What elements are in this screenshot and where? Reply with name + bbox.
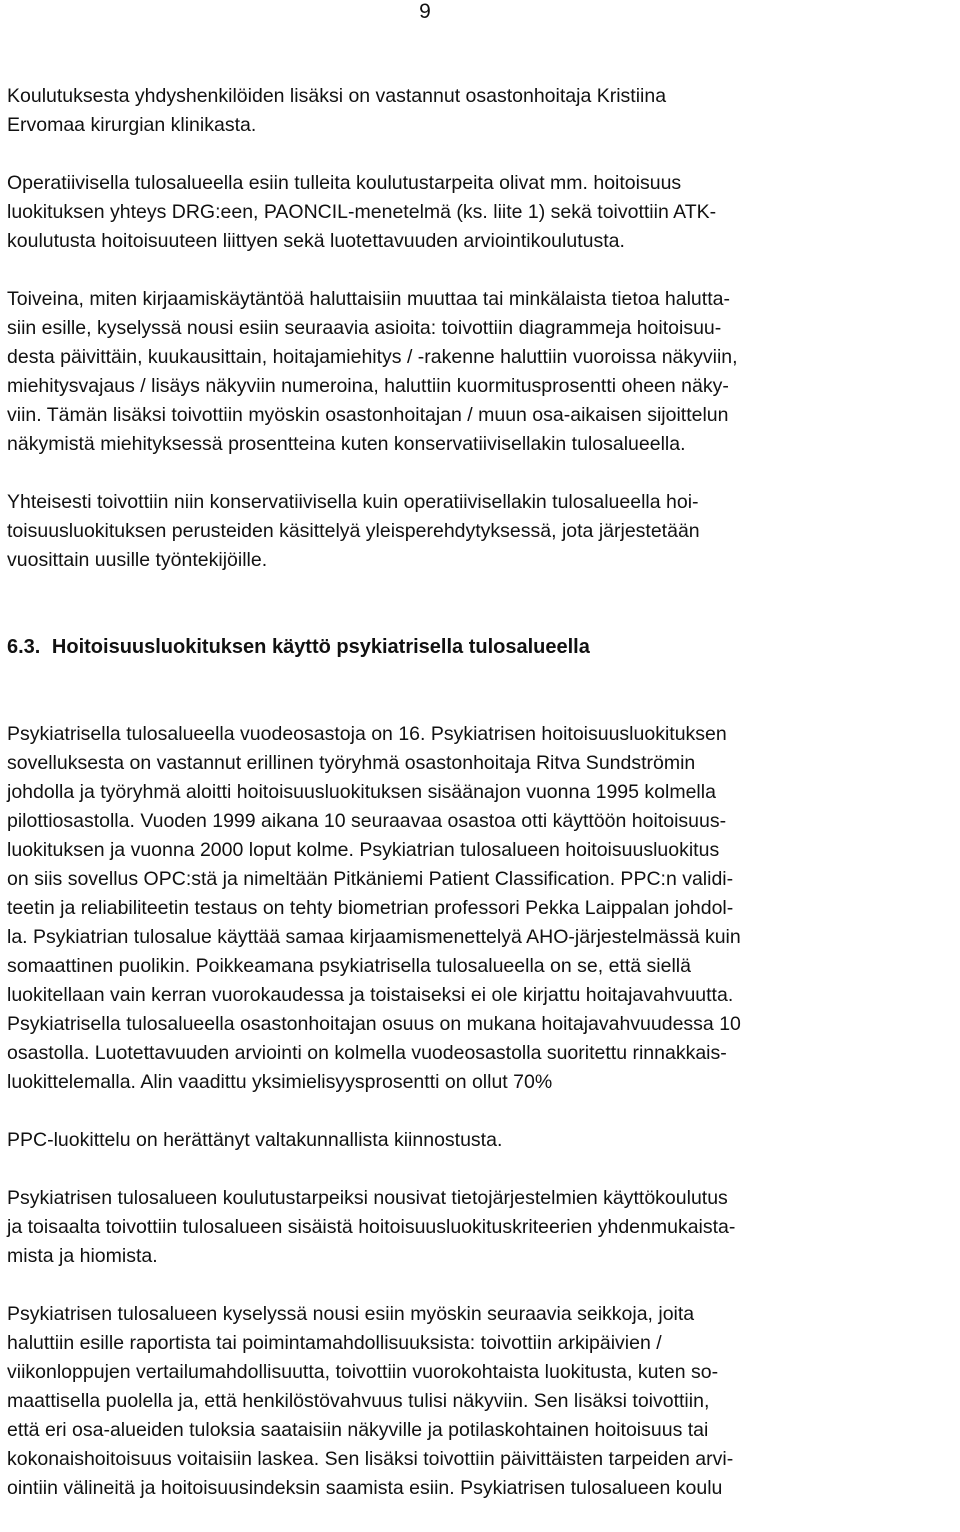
text-line: on siis sovellus OPC:stä ja nimeltään Pitkäniemi Patient Classification. PPC:n validi- [7, 868, 734, 890]
text-line: viin. Tämän lisäksi toivottiin myöskin osastonhoitajan / muun osa-aikaisen sijoittelun [7, 404, 729, 426]
text-line: Psykiatrisen tulosalueen kyselyssä nousi esiin myöskin seuraavia seikkoja, joita [7, 1303, 695, 1325]
text-line: Ervomaa kirurgian klinikasta. [7, 114, 257, 136]
paragraph-operative-needs [7, 169, 945, 256]
paragraph-common-wishes [7, 488, 945, 575]
text-line: la. Psykiatrian tulosalue käyttää samaa kirjaamismenettelyä AHO-järjestelmässä kuin [7, 926, 741, 948]
paragraph-training-needs [7, 1184, 945, 1271]
text-line: desta päivittäin, kuukausittain, hoitajamiehitys / -rakenne haluttiin vuoroissa näkyviin, [7, 346, 738, 368]
text-line: PPC-luokittelu on herättänyt valtakunnallista kiinnostusta. [7, 1129, 503, 1151]
text-line: Psykiatrisella tulosalueella osastonhoitajan osuus on mukana hoitajavahvuudessa 10 [7, 1013, 741, 1035]
text-line: ja toisaalta toivottiin tulosalueen sisäistä hoitoisuusluokituskriteerien yhdenmukaista- [7, 1216, 736, 1238]
section-title: Hoitoisuusluokituksen käyttö psykiatrisella tulosalueella [51, 636, 590, 658]
text-line: somaattinen puolikin. Poikkeamana psykiatrisella tulosalueella on se, että siellä [7, 955, 691, 977]
text-line: Psykiatrisella tulosalueella vuodeosastoja on 16. Psykiatrisen hoitoisuusluokituksen [7, 723, 727, 745]
text-line: Psykiatrisen tulosalueen koulutustarpeiksi nousivat tietojärjestelmien käyttökoulutus [7, 1187, 728, 1209]
page-content [7, 82, 945, 1532]
text-line: näkymistä miehityksessä prosentteina kuten konservatiivisellakin tulosalueella. [7, 433, 686, 455]
text-line: koulutusta hoitoisuuteen liittyen sekä luotettavuuden arviointikoulutusta. [7, 230, 625, 252]
text-line: pilottiosastolla. Vuoden 1999 aikana 10 seuraavaa osastoa otti käyttöön hoitoisuus- [7, 810, 727, 832]
text-line: osastolla. Luotettavuuden arviointi on kolmella vuodeosastolla suoritettu rinnakkais- [7, 1042, 727, 1064]
text-line: kokonaishoitoisuus voitaisiin laskea. Sen lisäksi toivottiin päivittäisten tarpeiden arvi- [7, 1448, 734, 1470]
text-line: maattisella puolella ja, että henkilöstövahvuus tulisi näkyviin. Sen lisäksi toivottiin, [7, 1390, 710, 1412]
text-line: luokituksen yhteys DRG:een, PAONCIL-menetelmä (ks. liite 1) sekä toivottiin ATK- [7, 201, 717, 223]
text-line: luokitellaan vain kerran vuorokaudessa ja toistaiseksi ei ole kirjattu hoitajavahvuutta. [7, 984, 734, 1006]
page-number: 9 [419, 0, 431, 23]
text-line: viikonloppujen vertailumahdollisuutta, toivottiin vuorokohtaista luokitusta, kuten so- [7, 1361, 719, 1383]
text-line: että eri osa-alueiden tuloksia saataisiin näkyville ja potilaskohtainen hoitoisuus tai [7, 1419, 709, 1441]
text-line: toisuusluokituksen perusteiden käsittelyä yleisperehdytyksessä, jota järjestetään [7, 520, 700, 542]
text-line: luokituksen ja vuonna 2000 loput kolme. Psykiatrian tulosalueen hoitoisuusluokitus [7, 839, 720, 861]
text-line: miehitysvajaus / lisäys näkyviin numeroina, haluttiin kuormitusprosentti oheen näky- [7, 375, 729, 397]
text-line: Operatiivisella tulosalueella esiin tulleita koulutustarpeita olivat mm. hoitoisuus [7, 172, 682, 194]
text-line: ointiin välineitä ja hoitoisuusindeksin saamista esiin. Psykiatrisen tulosalueen koulu [7, 1477, 723, 1499]
text-line: teetin ja reliabiliteetin testaus on tehty biometrian professori Pekka Laippalan johdol- [7, 897, 734, 919]
text-line: siin esille, kyselyssä nousi esiin seuraavia asioita: toivottiin diagrammeja hoitoisuu- [7, 317, 722, 339]
text-line: Koulutuksesta yhdyshenkilöiden lisäksi on vastannut osastonhoitaja Kristiina [7, 85, 667, 107]
text-line: Yhteisesti toivottiin niin konservatiivisella kuin operatiivisellakin tulosalueella hoi- [7, 491, 699, 513]
text-line: haluttiin esille raportista tai poimintamahdollisuuksista: toivottiin arkipäivien / [7, 1332, 662, 1354]
paragraph-contact-person [7, 82, 945, 140]
text-line: sovelluksesta on vastannut erillinen työryhmä osastonhoitaja Ritva Sundströmin [7, 752, 696, 774]
paragraph-psychiatric-overview [7, 720, 945, 1097]
text-line: Toiveina, miten kirjaamiskäytäntöä haluttaisiin muuttaa tai minkälaista tietoa halutta- [7, 288, 730, 310]
text-line: luokittelemalla. Alin vaadittu yksimielisyysprosentti on ollut 70% [7, 1071, 553, 1093]
text-line: johdolla ja työryhmä aloitti hoitoisuusluokituksen sisäänajon vuonna 1995 kolmella [7, 781, 716, 803]
paragraph-ppc-interest [7, 1126, 945, 1155]
text-line: vuosittain uusille työntekijöille. [7, 549, 268, 571]
paragraph-wishes [7, 285, 945, 459]
section-number: 6.3. [7, 636, 41, 658]
text-line: mista ja hiomista. [7, 1245, 158, 1267]
paragraph-survey-results [7, 1300, 945, 1503]
section-heading [7, 633, 945, 662]
